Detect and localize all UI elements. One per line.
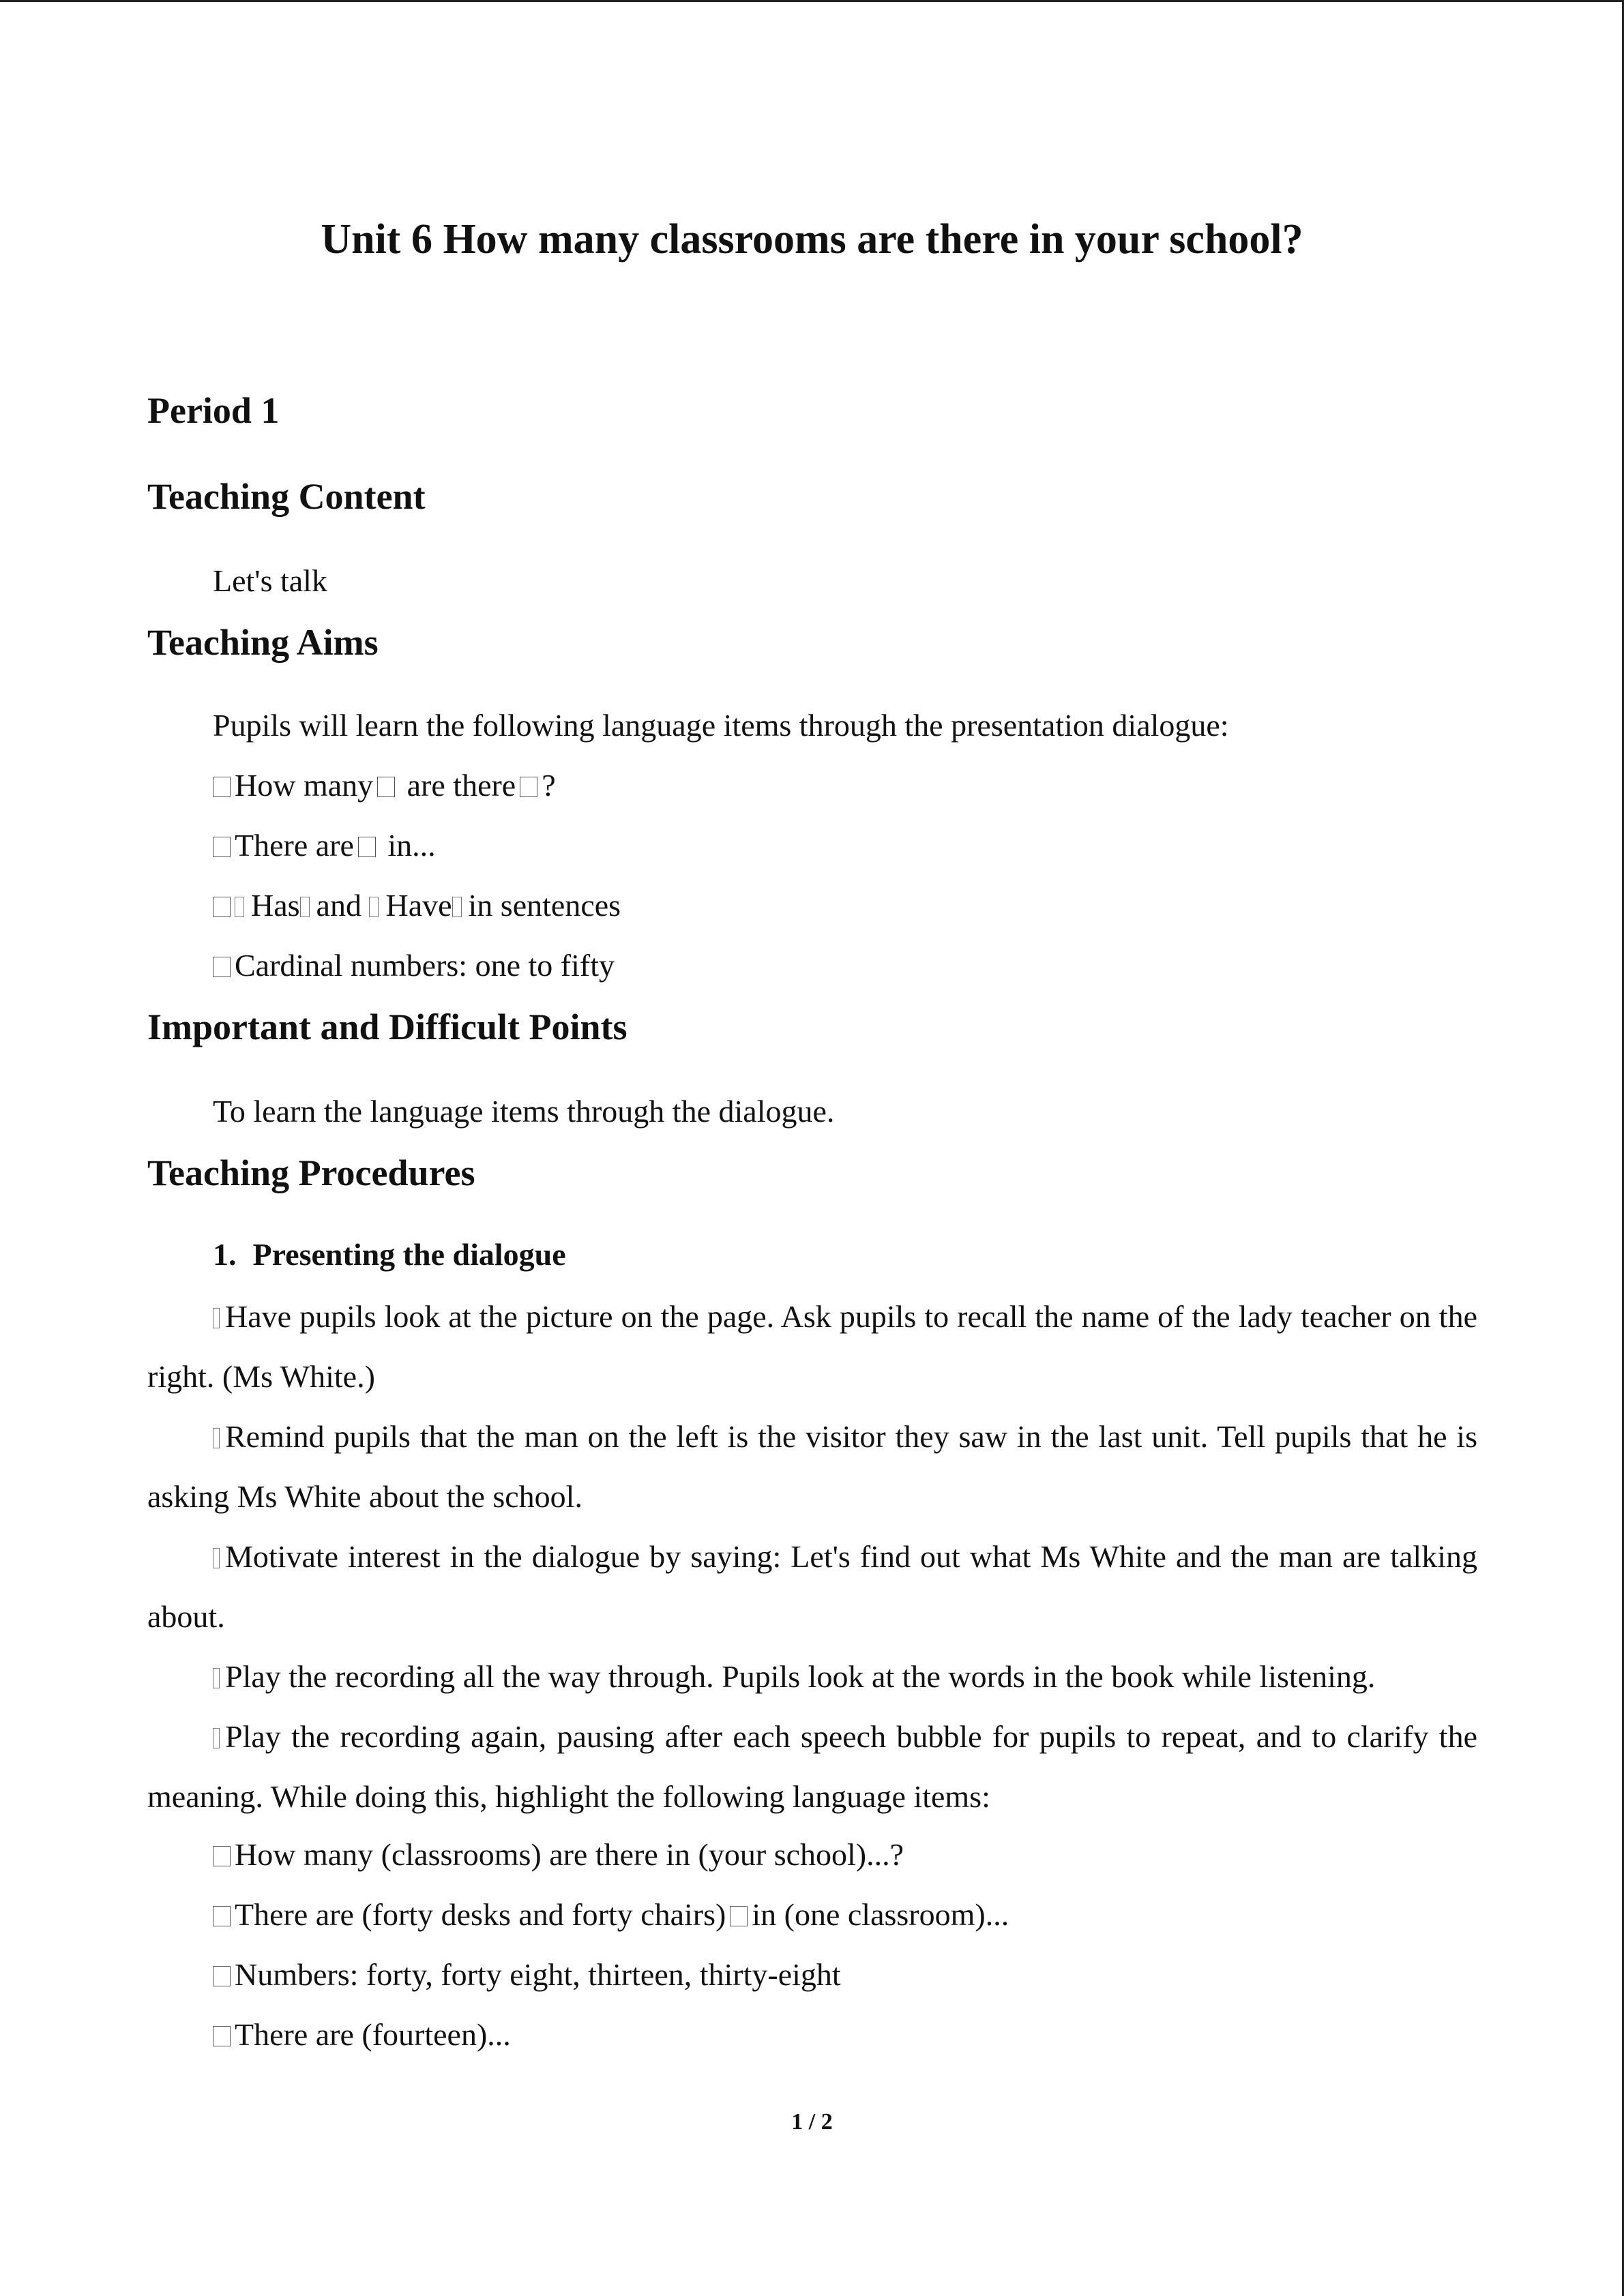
aim-item: There are in... <box>213 826 436 865</box>
bullet-icon <box>213 1428 220 1448</box>
document-title: Unit 6 How many classrooms are there in your school? <box>321 216 1303 263</box>
teaching-procedures-heading: Teaching Procedures <box>147 1152 475 1193</box>
bullet-box-icon <box>213 897 231 917</box>
bullet-icon <box>213 1548 220 1568</box>
aim-item: How many are there ? <box>213 766 556 805</box>
quote-box-icon <box>369 897 379 917</box>
procedure-item: There are (forty desks and forty chairs) in (one classroom)... <box>213 1895 1009 1935</box>
bullet-icon <box>213 1308 220 1328</box>
bullet-box-icon <box>213 1906 231 1926</box>
blank-box-icon <box>377 777 395 797</box>
blank-box-icon <box>520 777 537 797</box>
bullet-box-icon <box>213 837 231 857</box>
period-heading: Period 1 <box>147 390 280 431</box>
procedure-paragraph: Remind pupils that the man on the left is the visitor they saw in the last unit. Tell pupils that he is asking Ms White about the school. <box>147 1419 1477 1514</box>
aim-item: Cardinal numbers: one to fifty <box>213 946 615 985</box>
teaching-content-text: Let's talk <box>213 563 327 598</box>
quote-box-icon <box>452 897 462 917</box>
important-points-heading: Important and Difficult Points <box>147 1007 628 1047</box>
quote-box-icon <box>235 897 244 917</box>
quote-box-icon <box>300 897 310 917</box>
blank-box-icon <box>358 837 376 857</box>
bullet-icon <box>213 1668 220 1688</box>
procedure-paragraph: Have pupils look at the picture on the page. Ask pupils to recall the name of the lady teacher on the right. (Ms White.) <box>147 1299 1477 1394</box>
bullet-box-icon <box>213 2026 231 2046</box>
procedure-item: Numbers: forty, forty eight, thirteen, thirty-eight <box>213 1955 841 1995</box>
page-number: 1 / 2 <box>791 2109 833 2134</box>
important-points-text: To learn the language items through the dialogue. <box>213 1094 835 1129</box>
blank-box-icon <box>730 1906 748 1926</box>
bullet-icon <box>213 1728 220 1748</box>
bullet-box-icon <box>213 777 231 797</box>
procedure-paragraph: Motivate interest in the dialogue by saying: Let's find out what Ms White and the man are talking about. <box>147 1539 1477 1634</box>
step-heading: 1. Presenting the dialogue <box>213 1237 566 1272</box>
procedure-paragraph: Play the recording again, pausing after each speech bubble for pupils to repeat, and to clarify the meaning. While doing this, highlight the following language items: <box>147 1719 1477 1814</box>
aim-item: Has and Have in sentences <box>213 886 621 925</box>
procedure-item: How many (classrooms) are there in (your school)...? <box>213 1835 904 1875</box>
teaching-aims-heading: Teaching Aims <box>147 622 379 663</box>
teaching-aims-intro: Pupils will learn the following language items through the presentation dialogue: <box>213 708 1229 743</box>
procedure-item: There are (fourteen)... <box>213 2015 511 2055</box>
bullet-box-icon <box>213 957 231 977</box>
teaching-content-heading: Teaching Content <box>147 476 426 517</box>
bullet-box-icon <box>213 1846 231 1866</box>
bullet-box-icon <box>213 1966 231 1986</box>
procedure-paragraph: Play the recording all the way through. Pupils look at the words in the book while listening. <box>147 1647 1477 1707</box>
